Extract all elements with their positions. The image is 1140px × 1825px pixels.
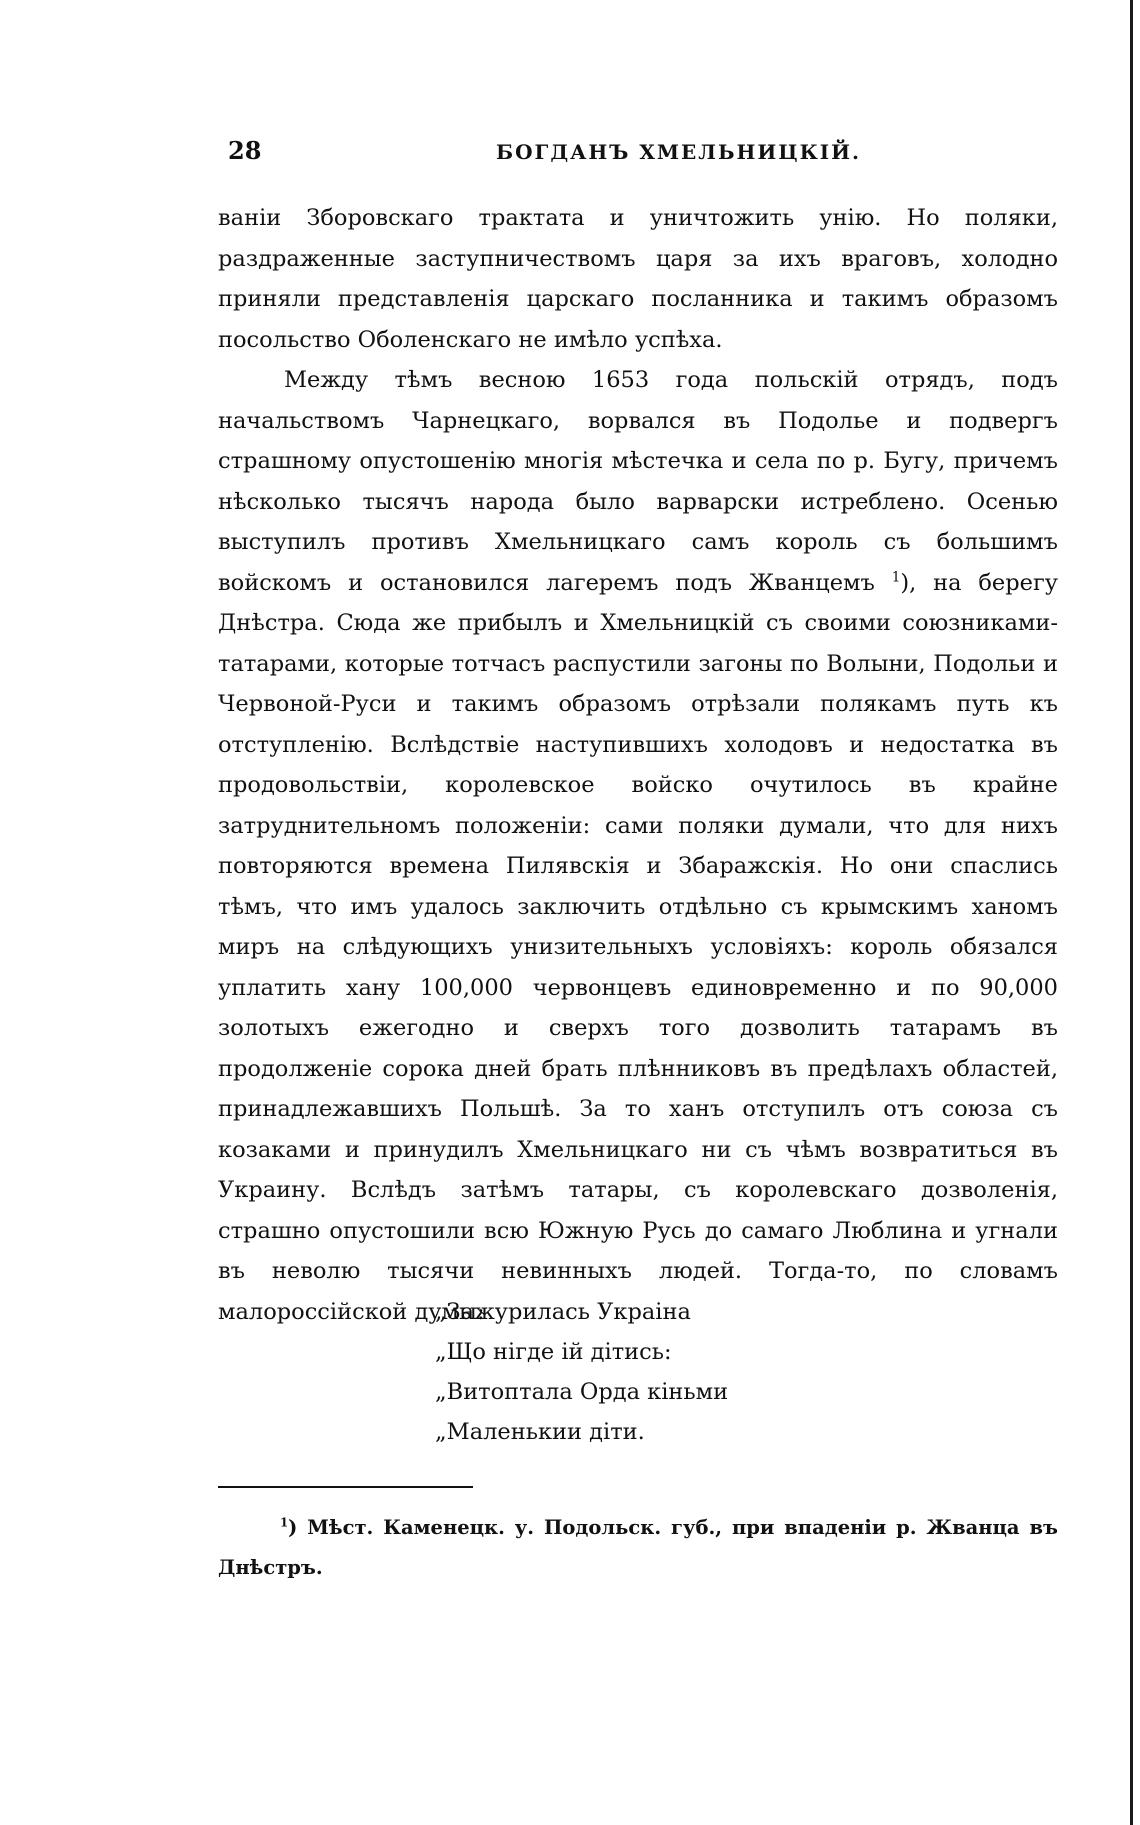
- footnote-text: ) Мѣст. Каменецк. у. Подольск. губ., при впаденіи р. Жванца въ Днѣстръ.: [218, 1516, 1058, 1579]
- page-header: [218, 136, 1058, 176]
- page-number: 28: [228, 136, 262, 165]
- paragraph: ваніи Зборовскаго трактата и уничтожить унію. Но поляки, раздраженные заступничествомъ царя за ихъ враговъ, холодно приняли представленія царскаго посланника и такимъ образомъ посольство Оболенскаго не имѣло успѣха.: [218, 205, 1058, 353]
- main-text: [218, 198, 1058, 1332]
- footnote: [218, 1508, 1058, 1588]
- running-title: БОГДАНЪ ХМЕЛЬНИЦКІЙ.: [496, 140, 861, 164]
- paragraph-text: Между тѣмъ весною 1653 года польскій отрядъ, подъ начальствомъ Чарнецкаго, ворвался въ Подолье и подвергъ страшному опустошенію многія мѣстечка и села по р. Бугу, причемъ нѣсколько тысячъ народа было варварски истреблено. Осенью выступилъ противъ Хмельницкаго самъ король съ большимъ войскомъ и остановился лагеремъ подъ Жванцемъ: [218, 367, 1058, 596]
- paragraph: [218, 360, 1058, 1332]
- paragraph-text: ), на берегу Днѣстра. Сюда же прибылъ и Хмельницкій съ своими союзниками-татарами, которые тотчасъ распустили загоны по Волыни, Подольи и Червоной-Руси и такимъ образомъ отрѣзали полякамъ путь къ отступленію. Вслѣдствіе наступившихъ холодовъ и недостатка въ продовольствіи, королевское войско очутилось въ крайне затруднительномъ положеніи: сами поляки думали, что для нихъ повторяются времена Пилявскія и Збаражскія. Но они спаслись тѣмъ, что имъ удалось заключить отдѣльно съ крымскимъ ханомъ миръ на слѣдующихъ унизительныхъ условіяхъ: король обязался уплатить хану 100,000 червонцевъ единовременно и по 90,000 золотыхъ ежегодно и сверхъ того дозволить татарамъ въ продолженіе сорока дней брать плѣнниковъ въ предѣлахъ областей, принадлежавшихъ Польшѣ. За то ханъ отступилъ отъ союза съ козаками и принудилъ Хмельницкаго ни съ чѣмъ возвратиться въ Украину. Вслѣдъ затѣмъ татары, съ королевскаго дозволенія, страшно опустошили всю Южную Русь до самаго Люблина и угнали въ неволю тысячи невинныхъ людей. Тогда-то, по словамъ малороссійской думы:: [218, 569, 1058, 1325]
- poem-line: „Маленькии діти.: [435, 1419, 645, 1445]
- footnote-reference: 1: [891, 569, 901, 585]
- poem-quote: [435, 1292, 728, 1452]
- poem-line: „Витоптала Орда кіньми: [435, 1379, 729, 1405]
- poem-line: „Що нігде ій дітись:: [435, 1339, 672, 1365]
- poem-line: „Зажурилась Украіна: [435, 1299, 691, 1325]
- footnote-separator: [218, 1486, 473, 1488]
- page-edge-border: [1130, 0, 1133, 1825]
- footnote-marker: 1: [280, 1515, 289, 1530]
